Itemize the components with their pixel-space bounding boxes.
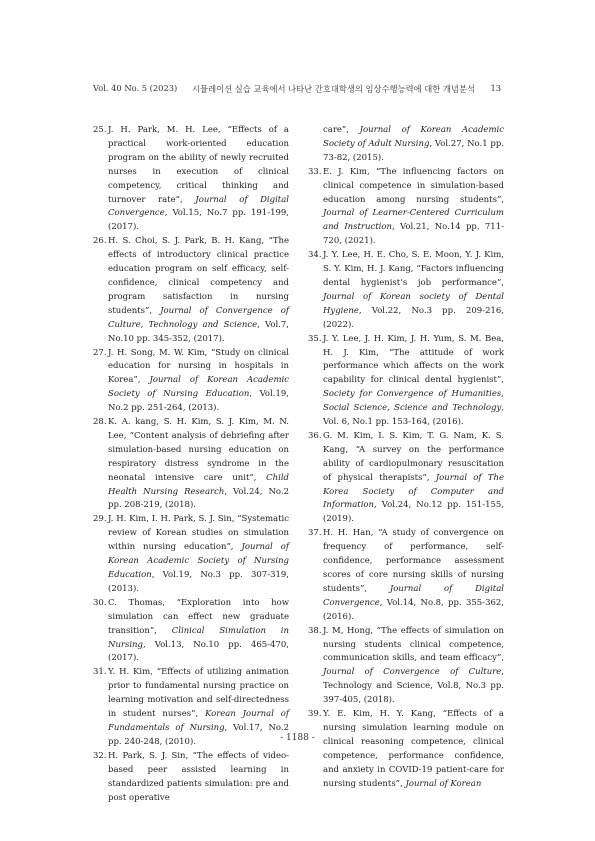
reference-details: , Technology and Science, Vol.8, No.3 pp. 397-405, (2018). (323, 667, 504, 706)
reference-number: 37. (308, 528, 322, 539)
journal-title: Journal of Korean society of Dental Hygiene (323, 291, 504, 316)
journal-title: Journal of Digital Convergence (108, 194, 290, 219)
journal-title: Journal of Korean (405, 778, 482, 789)
reference-number: 26. (93, 236, 107, 247)
page-number: - 1188 - (280, 733, 315, 743)
reference-details: , Vol.17, No.2 pp. 240-248, (2010). (108, 722, 289, 747)
reference-details: , Vol. 6, No.1 pp. 153-164, (2016). (323, 403, 504, 428)
reference-text: H. S. Choi, S. J. Park, B. H. Kang, “The effects of introductory clinical practice education program on self efficacy, self-confidence, clinical competency and program satisfaction in nursing students”, (108, 236, 289, 316)
journal-title: Journal of The Korea Society of Computer and Information (323, 472, 504, 511)
reference-number: 36. (308, 430, 322, 441)
reference-entry (308, 249, 504, 332)
running-header (93, 83, 501, 97)
reference-text: H. H. Han, “A study of convergence on frequency of performance, self-confidence, performance assessment scores of core nursing skills of nursing students”, (323, 528, 504, 594)
reference-details: , Vol.19, No.3 pp. 307-319, (2013). (108, 570, 289, 594)
reference-details: , Vol.19, No.2 pp. 251-264, (2013). (108, 389, 289, 414)
journal-title: Journal of Korean Academic Society of Adult Nursing (323, 125, 505, 149)
reference-number: 39. (308, 709, 322, 720)
reference-entry (308, 166, 504, 249)
reference-entry (308, 625, 504, 708)
reference-entry (93, 235, 289, 346)
journal-title: Korean Journal of Fundamentals of Nursing (108, 709, 289, 733)
running-title: 시뮬레이션 실습 교육에서 나타난 간호대학생의 임상수행능력에 대한 개념분석 (192, 84, 475, 94)
reference-details: , Vol.24, No.12 pp. 151-155, (2019). (323, 500, 504, 525)
journal-title: Journal of Convergence of Culture (323, 667, 502, 678)
reference-text: J. M, Hong, “The effects of simulation on nursing students clinical competence, communication skills, and team efficacy”, (323, 625, 504, 664)
reference-text: J. Y. Lee, H. E. Cho, S. E. Moon, Y. J. Kim, S. Y. Kim, H. J. Kang, “Factors influencing dental hygienist’s job performance”, (323, 250, 504, 288)
journal-title: Child Health Nursing Research (108, 472, 289, 497)
reference-text: J. Y. Lee, J. H. Kim, J. H. Yum, S. M. Bea, H. J. Kim, “The attitude of work performance which affects on the work capability for clinical dental hygienist”, (323, 333, 504, 386)
reference-number: 38. (308, 625, 322, 636)
reference-details: , Vol.22, No.3 pp. 209-216, (2022). (323, 305, 504, 330)
reference-entry (93, 416, 289, 513)
reference-details: , Vol.7, No.10 pp. 345-352, (2017). (108, 319, 289, 344)
reference-text: C. Thomas, “Exploration into how simulation can effect new graduate transition”, (108, 597, 289, 636)
reference-text: J. H. Kim, I. H. Park, S. J. Sin, “Systematic review of Korean studies on simulation within nursing education”, (108, 514, 289, 553)
reference-number: 29. (93, 514, 107, 525)
reference-details: , Vol.15, No.7 pp. 191-199, (2017). (108, 208, 289, 233)
journal-title: Journal of Korean Academic Society of Nursing Education (108, 375, 290, 400)
reference-details: , Vol.24, No.2 pp. 208-219, (2018). (108, 486, 289, 511)
reference-details: , Vol.21, No.14 pp. 711-720, (2021). (323, 222, 504, 247)
reference-number: 25. (93, 125, 107, 135)
reference-number: 32. (93, 750, 107, 761)
references-right-column (308, 124, 504, 792)
reference-entry (93, 597, 289, 667)
reference-entry (308, 708, 504, 791)
reference-number: 30. (93, 597, 107, 608)
journal-title: Clinical Simulation in Nursing (108, 625, 289, 650)
reference-entry (93, 513, 289, 596)
reference-text: H. Park, S. J. Sin, “The effects of video-based peer assisted learning in standardized patients simulation: pre and post operative (108, 750, 289, 803)
reference-entry (308, 430, 504, 527)
header-page-number: 13 (490, 83, 501, 93)
reference-text: care”, (323, 125, 360, 135)
reference-text: J. H. Song, M. W. Kim, “Study on clinical education for nursing in hospitals in Korea”, (108, 347, 289, 386)
reference-details: , Vol.27, No.1 pp. 73-82, (2015). (323, 138, 504, 163)
journal-title: Journal of Digital Convergence (323, 583, 504, 608)
reference-entry (308, 124, 504, 166)
volume-info: Vol. 40 No. 5 (2023) (93, 83, 178, 93)
reference-text: J. H. Park, M. H. Lee, “Effects of a practical work-oriented education program on the ability of newly recruited nurses in execution of clinical competency, critical thinking and turnover rate”, (108, 125, 289, 205)
reference-text: Y. E. Kim, H. Y. Kang, “Effects of a nursing simulation learning module on clinical reasoning competence, clinical competence, performance confidence, and anxiety in COVID-19 patient-care for nursing students”, (323, 709, 504, 789)
reference-text: G. M. Kim, I. S. Kim, T. G. Nam, K. S. Kang, “A survey on the performance ability of cardiopulmonary resuscitation of physical therapists”, (323, 430, 504, 483)
reference-text: E. J. Kim, “The influencing factors on clinical competence in simulation-based education among nursing students”, (323, 166, 504, 205)
journal-title: Journal of Learner-Centered Curriculum and Instruction (323, 208, 504, 233)
references-left-column (93, 124, 289, 805)
reference-entry (308, 333, 504, 430)
reference-number: 31. (93, 667, 107, 678)
reference-text: K. A. kang, S. H. Kim, S. J. Kim, M. N. Lee, “Content analysis of debriefing after simulation-based nursing education on respiratory distress syndrome in the neonatal intensive care unit”, (108, 417, 289, 483)
journal-title: Society for Convergence of Humanities, Social Science, Science and Technology (323, 389, 504, 414)
reference-number: 33. (308, 166, 322, 177)
journal-title: Journal of Korean Academic Society of Nursing Education (108, 542, 289, 580)
reference-entry (93, 124, 289, 235)
journal-title: Journal of Convergence of Culture, Technology and Science (108, 305, 289, 330)
reference-entry (93, 750, 289, 806)
reference-details: , Vol.13, No.10 pp. 465-470, (2017). (108, 639, 289, 664)
reference-number: 28. (93, 417, 107, 428)
reference-entry (93, 347, 289, 417)
reference-number: 27. (93, 347, 107, 358)
reference-details: , Vol.14, No.8, pp. 355-362, (2016). (323, 597, 504, 622)
reference-text: Y. H. Kim, “Effects of utilizing animation prior to fundamental nursing practice on learning motivation and self-directedness in student nurses”, (108, 667, 289, 720)
reference-entry (308, 527, 504, 624)
reference-number: 35. (308, 333, 322, 344)
reference-number: 34. (308, 250, 322, 261)
